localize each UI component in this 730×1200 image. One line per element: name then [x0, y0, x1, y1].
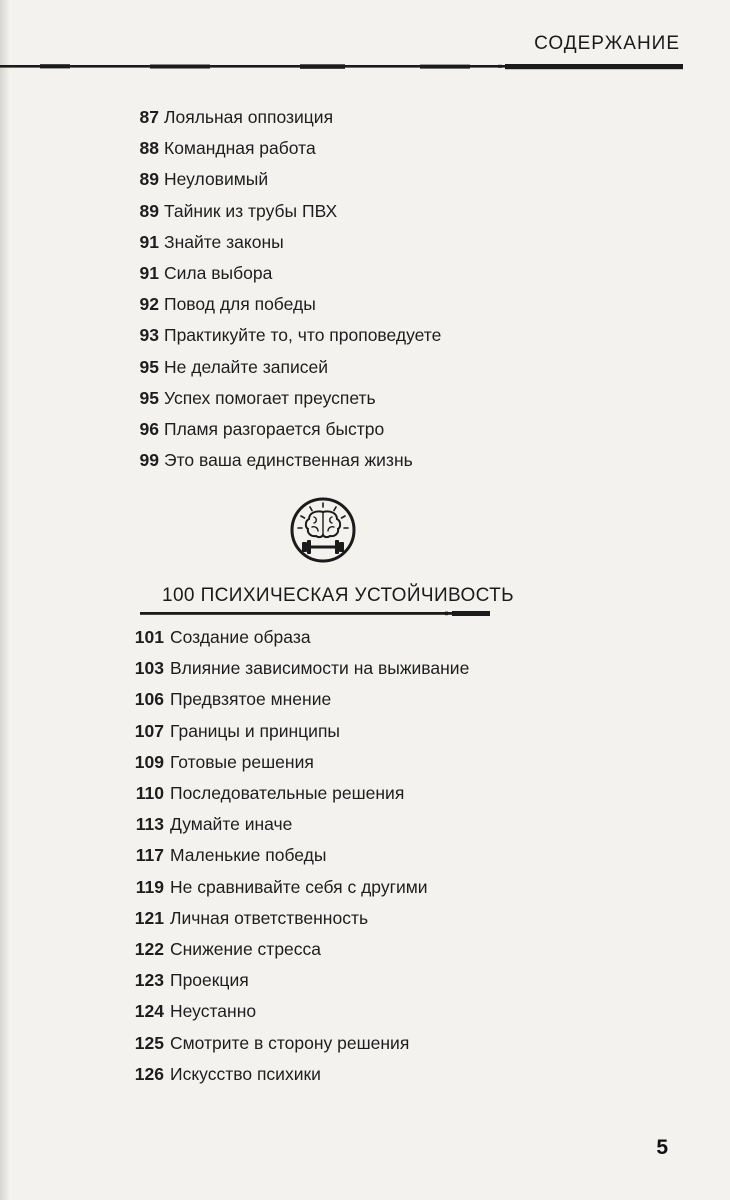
toc-entry: [0, 934, 469, 965]
toc-title: Смотрите в сторону решения: [170, 1032, 410, 1053]
section-rule: [140, 611, 490, 617]
toc-page-number: 96: [139, 419, 159, 440]
toc-title: Тайник из трубы ПВХ: [164, 200, 338, 221]
section-heading: 100 ПСИХИЧЕСКАЯ УСТОЙЧИВОСТЬ: [162, 585, 514, 606]
toc-title: Практикуйте то, что проповедуете: [164, 325, 442, 346]
toc-title: Личная ответственность: [170, 907, 369, 928]
toc-title: Создание образа: [170, 627, 311, 647]
toc-page-number: 87: [139, 107, 159, 127]
toc-title: Неуловимый: [164, 169, 269, 190]
toc-page-number: 125: [134, 1032, 164, 1053]
toc-title: Маленькие победы: [170, 845, 327, 866]
toc-entry: [0, 996, 469, 1027]
toc-page-number: 103: [134, 658, 164, 679]
toc-title: Влияние зависимости на выживание: [170, 658, 470, 679]
toc-page-number: 89: [139, 169, 159, 190]
toc-page-number: 99: [139, 450, 159, 471]
toc-entry: [0, 809, 469, 840]
header-rule: [0, 64, 683, 70]
toc-entry: [0, 903, 469, 934]
toc-page-number: 101: [134, 627, 164, 647]
toc-page-number: 91: [139, 231, 159, 252]
toc-entry: [0, 1028, 469, 1059]
toc-title: Последовательные решения: [170, 783, 405, 804]
toc-entry: [0, 778, 469, 809]
toc-entry: [0, 622, 469, 653]
toc-title: Думайте иначе: [170, 814, 293, 835]
toc-title: Это ваша единственная жизнь: [164, 450, 413, 471]
toc-title: Успех помогает преуспеть: [164, 387, 376, 408]
toc-page-number: 91: [139, 263, 159, 284]
toc-entry: [0, 1059, 469, 1090]
toc-entry: [0, 289, 441, 320]
toc-title: Повод для победы: [164, 294, 316, 315]
toc-title: Знайте законы: [164, 231, 284, 252]
toc-page-number: 124: [134, 1001, 164, 1022]
toc-list-section: [0, 622, 469, 1090]
toc-title: Лояльная оппозиция: [164, 107, 334, 127]
toc-page-number: 123: [134, 970, 164, 991]
toc-title: Границы и принципы: [170, 720, 341, 741]
toc-page-number: 93: [139, 325, 159, 346]
brain-dumbbell-icon: [289, 496, 357, 564]
toc-entry: [0, 258, 441, 289]
toc-entry: [0, 320, 441, 351]
toc-title: Проекция: [170, 970, 249, 991]
toc-title: Снижение стресса: [170, 939, 322, 960]
toc-title: Предвзятое мнение: [170, 689, 332, 710]
toc-entry: [0, 445, 441, 476]
toc-entry: [0, 164, 441, 195]
toc-entry: [0, 133, 441, 164]
toc-title: Пламя разгорается быстро: [164, 419, 385, 440]
toc-entry: [0, 102, 441, 133]
toc-page-number: 122: [134, 939, 164, 960]
toc-title: Не делайте записей: [164, 356, 328, 377]
toc-title: Неустанно: [170, 1001, 257, 1022]
toc-page-number: 106: [134, 689, 164, 710]
toc-page-number: 95: [139, 356, 159, 377]
header-title: СОДЕРЖАНИЕ: [534, 33, 680, 54]
toc-page-number: 117: [135, 845, 164, 866]
toc-entry: [0, 352, 441, 383]
toc-title: Не сравнивайте себя с другими: [170, 876, 428, 897]
toc-title: Командная работа: [164, 138, 316, 159]
page-number: 5: [656, 1136, 668, 1159]
toc-entry: [0, 383, 441, 414]
toc-entry: [0, 716, 469, 747]
toc-page-number: 119: [135, 876, 164, 897]
toc-entry: [0, 872, 469, 903]
toc-page-number: 107: [134, 720, 164, 741]
toc-page-number: 95: [139, 387, 159, 408]
toc-entry: [0, 747, 469, 778]
toc-list-before: [0, 102, 441, 476]
toc-title: Готовые решения: [170, 751, 314, 772]
toc-entry: [0, 653, 469, 684]
toc-page-number: 113: [135, 814, 164, 835]
toc-page-number: 126: [134, 1063, 164, 1084]
toc-page-number: 110: [135, 783, 164, 804]
toc-entry: [0, 840, 469, 871]
toc-entry: [0, 965, 469, 996]
toc-title: Сила выбора: [164, 263, 273, 284]
toc-page-number: 121: [134, 907, 164, 928]
toc-page-number: 109: [134, 751, 164, 772]
toc-page-number: 88: [139, 138, 159, 159]
toc-entry: [0, 227, 441, 258]
toc-title: Искусство психики: [170, 1063, 321, 1084]
toc-entry: [0, 414, 441, 445]
toc-entry: [0, 196, 441, 227]
toc-page-number: 89: [139, 200, 159, 221]
toc-entry: [0, 684, 469, 715]
toc-page-number: 92: [139, 294, 159, 315]
